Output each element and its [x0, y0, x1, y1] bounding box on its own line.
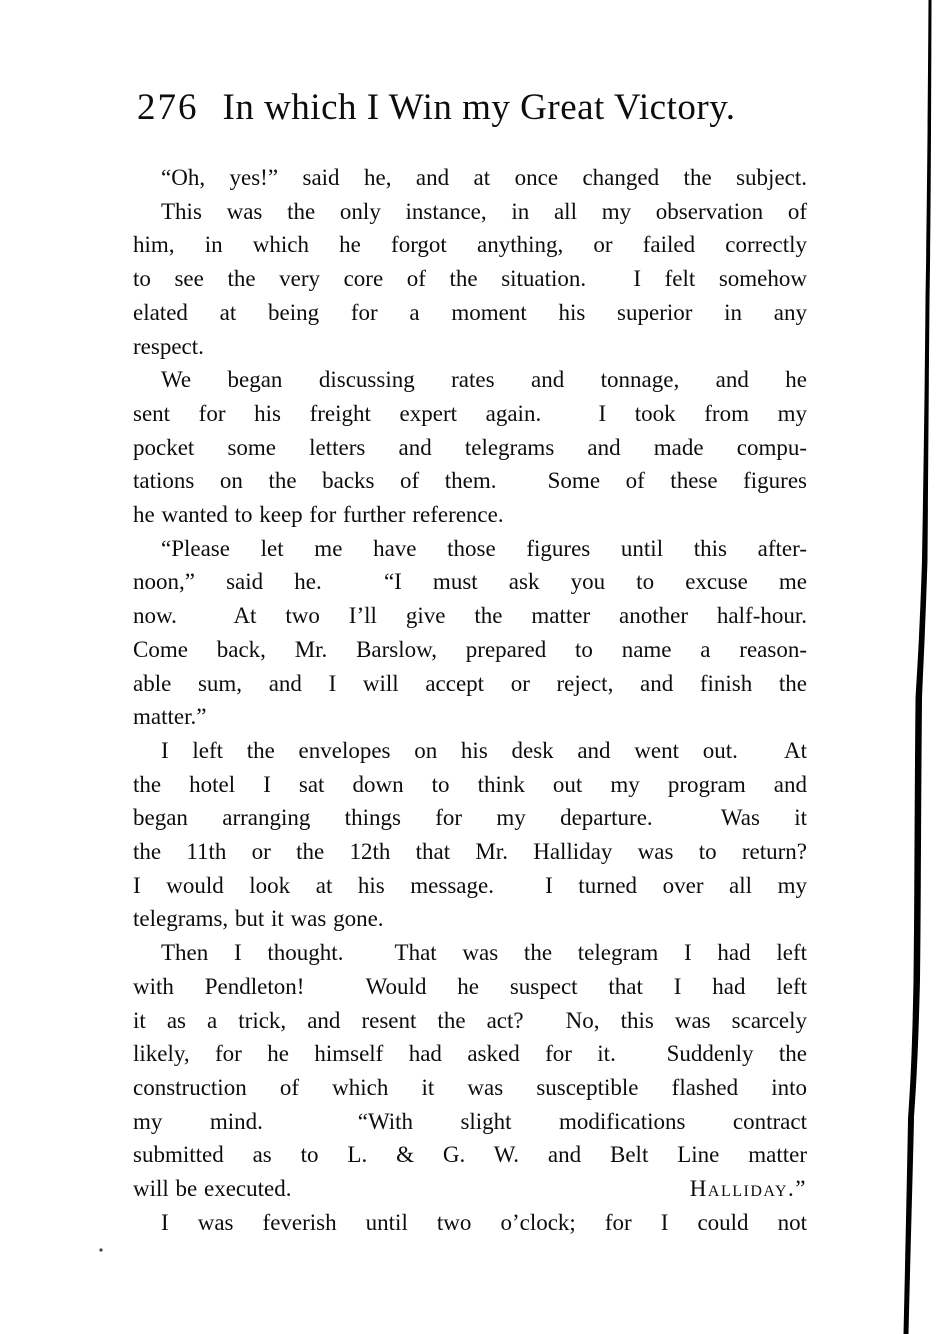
- telegram-signature: Halliday.”: [689, 1176, 807, 1202]
- text-line: it as a trick, and resent the act? No, this was scarcely: [133, 1007, 807, 1033]
- text-line: able sum, and I will accept or reject, and finish the: [133, 670, 807, 696]
- page-number: 276: [137, 87, 199, 128]
- text-line: the hotel I sat down to think out my program and: [133, 771, 807, 797]
- text-line: now. At two I’ll give the matter another half-hour.: [133, 603, 807, 629]
- text-line: him, in which he forgot anything, or failed correctly: [133, 232, 807, 258]
- page-body-lines: [133, 161, 807, 1240]
- text-line: I left the envelopes on his desk and went out. At: [161, 737, 807, 763]
- text-line: This was the only instance, in all my observation of: [161, 198, 807, 224]
- text-line: elated at being for a moment his superior in any: [133, 299, 807, 325]
- text-line: the 11th or the 12th that Mr. Halliday was to return?: [133, 839, 807, 865]
- text-line: Come back, Mr. Barslow, prepared to name a reason-: [133, 636, 807, 662]
- text-line: “Oh, yes!” said he, and at once changed the subject.: [161, 165, 807, 190]
- book-gutter-shadow: [904, 0, 932, 1334]
- text-line: pocket some letters and telegrams and made compu-: [133, 434, 807, 460]
- text-line: respect.: [133, 333, 204, 359]
- text-line: construction of which it was susceptible flashed into: [133, 1074, 807, 1100]
- text-line: tations on the backs of them. Some of these figures: [133, 468, 807, 494]
- text-line: with Pendleton! Would he suspect that I had left: [133, 973, 807, 999]
- page-header: [137, 84, 736, 132]
- text-line: Then I thought. That was the telegram I had left: [161, 940, 807, 966]
- telegram-closing-text: will be executed.: [133, 1176, 292, 1202]
- text-line: I was feverish until two o’clock; for I could not: [161, 1209, 807, 1235]
- text-line: We began discussing rates and tonnage, and he: [161, 367, 807, 393]
- text-line: likely, for he himself had asked for it. Suddenly the: [133, 1041, 807, 1067]
- text-line: [133, 1172, 807, 1206]
- text-line: my mind. “With slight modifications contract: [133, 1108, 807, 1134]
- text-line: submitted as to L. & G. W. and Belt Line matter: [133, 1142, 807, 1168]
- text-line: telegrams, but it was gone.: [133, 906, 384, 932]
- text-line: to see the very core of the situation. I felt somehow: [133, 266, 807, 292]
- text-line: sent for his freight expert again. I took from my: [133, 400, 807, 426]
- text-line: began arranging things for my departure. Was it: [133, 805, 807, 831]
- text-line: noon,” said he. “I must ask you to excuse me: [133, 569, 807, 595]
- text-line: “Please let me have those figures until this after-: [161, 535, 807, 561]
- text-line: he wanted to keep for further reference.: [133, 502, 504, 528]
- text-line: I would look at his message. I turned over all my: [133, 872, 807, 898]
- running-title: In which I Win my Great Victory.: [222, 87, 736, 128]
- text-line: matter.”: [133, 704, 207, 730]
- ink-speck: [99, 1248, 102, 1251]
